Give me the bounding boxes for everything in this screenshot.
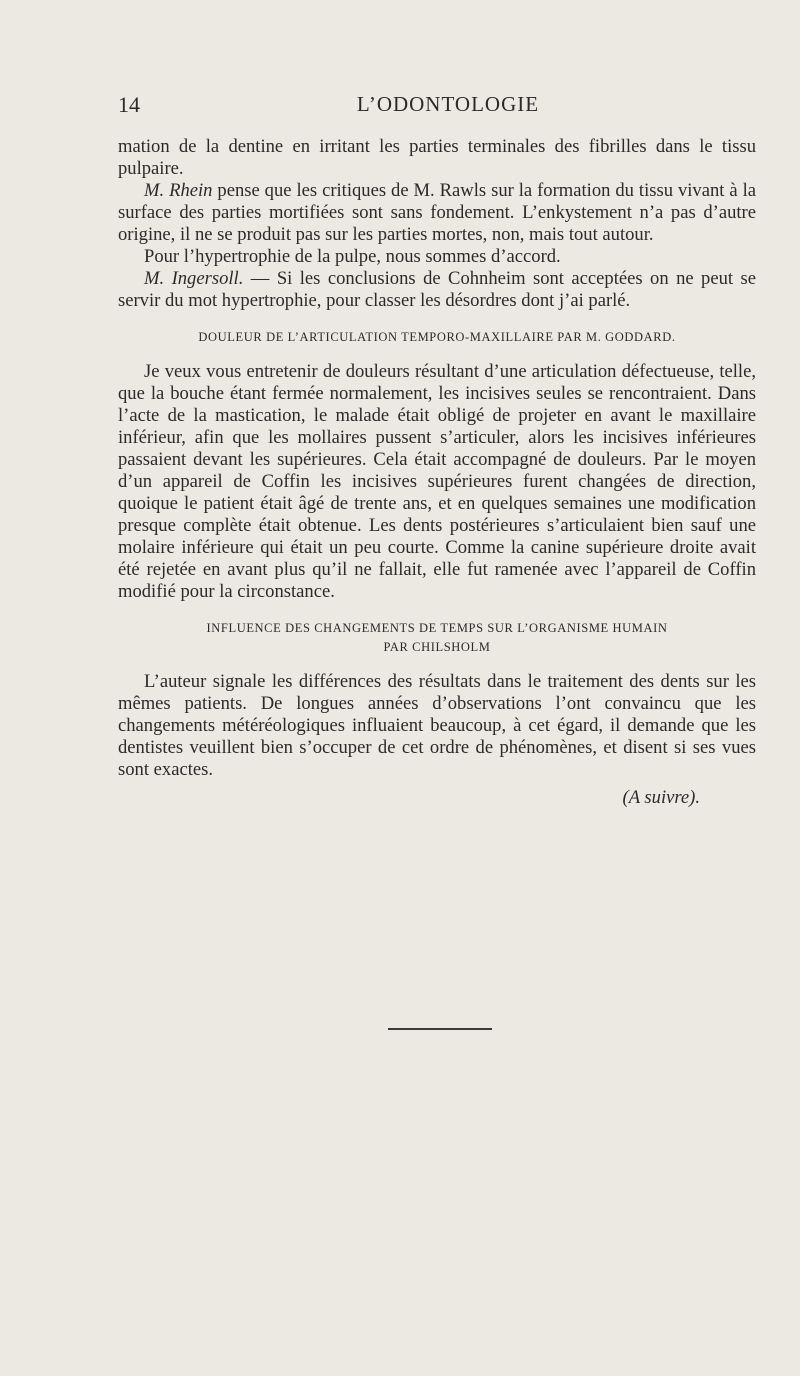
section-heading: [118, 619, 756, 657]
paragraph-text: pense que les critiques de M. Rawls sur la formation du tissu vivant à la surface des parties mortifiées sont sans fondement. L’enkystement n’a pas d’autre origine, il ne se produit pas sur les parties mortes, non, mais tout autour.: [118, 180, 756, 245]
page-number: 14: [118, 92, 140, 117]
speaker-name: M. Rhein: [144, 180, 213, 201]
section-paragraph: L’auteur signale les différences des résultats dans le traitement des dents sur les mêmes patients. De longues années d’observations l’ont convaincu que les changements météréologiques influaient beaucoup, à cet égard, il demande que les dentistes veuillent bien s’occuper de cet ordre de phénomènes, et disent si ses vues sont exactes.: [118, 671, 756, 780]
paragraph-ingersoll: [118, 268, 756, 312]
end-rule-divider: [388, 1028, 492, 1030]
section-paragraph: Je veux vous entretenir de douleurs résultant d’une articulation défectueuse, telle, que la bouche étant fermée normalement, les incisives seules se rencontraient. Dans l’acte de la mastication, le malade était obligé de projeter en avant le maxillaire inférieur, afin que les mollaires pussent s’articuler, alors les incisives inférieures passaient devant les supérieures. Cela était accompagné de douleurs. Par le moyen d’un appareil de Coffin les incisives supérieures furent changées de direction, quoique le patient était âgé de trente ans, et en quelques semaines une modification presque complète était obtenue. Les dents postérieures s’articulaient bien sauf une molaire inférieure qui était un peu courte. Comme la canine supérieure droite avait été rejetée en avant plus qu’il ne fallait, elle fut ramenée avec l’appareil de Coffin modifié pour la circonstance.: [118, 361, 756, 602]
running-head: L’ODONTOLOGIE: [356, 92, 540, 116]
paragraph-hypertrophie: Pour l’hypertrophie de la pulpe, nous sommes d’accord.: [144, 246, 561, 267]
continuation-note: (A suivre).: [622, 787, 700, 808]
speaker-name: M. Ingersoll.: [144, 268, 244, 289]
paragraph-text: — Si les conclusions de Cohnheim sont acceptées on ne peut se servir du mot hypertrophie, pour classer les désordres dont j’ai parlé.: [118, 268, 756, 311]
paragraph-continuation: mation de la dentine en irritant les parties terminales des fibrilles dans le tissu pulpaire.: [118, 136, 756, 179]
section-heading-line: INFLUENCE DES CHANGEMENTS DE TEMPS SUR L’ORGANISME HUMAIN: [206, 621, 668, 635]
page-header: [118, 92, 758, 122]
section-heading-line: PAR CHILSHOLM: [383, 640, 491, 654]
paragraph-rhein: [118, 180, 756, 246]
section-heading: DOULEUR DE L’ARTICULATION TEMPORO-MAXILLAIRE PAR M. GODDARD.: [198, 330, 676, 344]
page-body: [118, 136, 756, 809]
